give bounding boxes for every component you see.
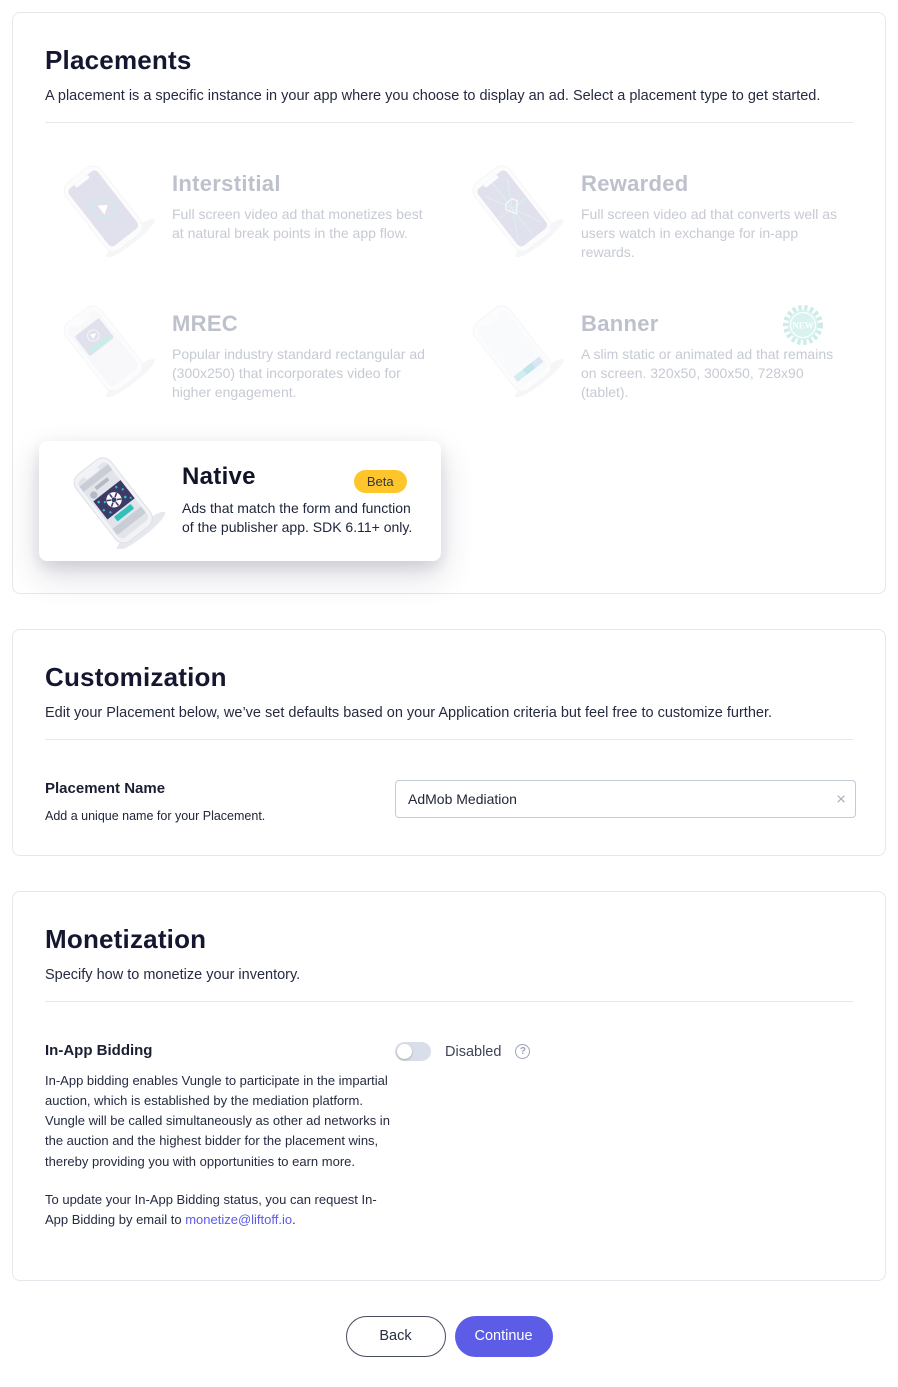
placements-card [12,12,886,594]
continue-button[interactable]: Continue [455,1316,553,1357]
placement-option-banner[interactable] [454,301,853,429]
placement-option-desc: Ads that match the form and function of the publisher app. SDK 6.11+ only. [182,500,413,535]
clear-icon[interactable]: × [836,789,846,809]
placement-option-native[interactable] [39,441,441,561]
placement-option-title: Rewarded [581,171,689,196]
interstitial-phone-icon [45,161,160,257]
placement-option-title: Banner [581,311,659,336]
customization-card [12,629,886,856]
mrec-phone-icon [45,301,160,397]
placement-name-input[interactable] [395,780,856,818]
placement-option-mrec[interactable] [45,301,444,429]
footer-actions [0,1316,898,1357]
placement-name-hint: Add a unique name for your Placement. [45,809,266,823]
placement-option-rewarded[interactable] [454,161,853,289]
customization-subtitle: Edit your Placement below, we’ve set defaults based on your Application criteria but feel free to customize further. [45,705,773,721]
beta-badge: Beta [354,470,407,493]
divider [45,1001,853,1002]
customization-title: Customization [45,662,227,692]
placement-option-title: Native [182,463,256,490]
banner-phone-icon [454,301,569,397]
placement-option-desc: A slim static or animated ad that remains on screen. 320x50, 300x50, 728x90 (tablet). [581,346,834,400]
placement-option-desc: Popular industry standard rectangular ad (300x250) that incorporates video for higher engagement. [172,346,425,400]
placement-name-row [45,780,853,823]
in-app-bidding-toggle[interactable] [395,1042,431,1061]
in-app-bidding-label: In-App Bidding [45,1042,153,1059]
placement-option-desc: Full screen video ad that monetizes best at natural break points in the app flow. [172,206,423,241]
placement-option-title: Interstitial [172,171,281,196]
new-badge-label: NEW [792,320,814,331]
in-app-bidding-row [45,1042,853,1248]
monetization-title: Monetization [45,924,207,954]
monetization-subtitle: Specify how to monetize your inventory. [45,967,301,983]
native-phone-icon [55,453,170,549]
toggle-knob [397,1044,412,1059]
placement-option-desc: Full screen video ad that converts well as users watch in exchange for in-app rewards. [581,206,838,260]
placements-title: Placements [45,45,192,75]
placement-option-interstitial[interactable] [45,161,444,289]
placement-type-grid [45,161,853,561]
help-icon[interactable]: ? [515,1044,530,1059]
in-app-bidding-description: In-App bidding enables Vungle to participate in the impartial auction, which is established by the mediation platform. Vungle will be called simultaneously as other ad networks in the auction and the highest bidder for the placement wins, thereby providing you with opportunities to earn more. [45,1073,390,1169]
placements-subtitle: A placement is a specific instance in your app where you choose to display an ad. Select a placement type to get started. [45,88,821,104]
monetize-email-link[interactable]: monetize@liftoff.io [185,1211,293,1227]
back-button[interactable]: Back [346,1316,446,1357]
divider [45,739,853,740]
in-app-bidding-state: Disabled [445,1043,502,1060]
in-app-bidding-note: To update your In-App Bidding status, you can request In-App Bidding by email to monetize@liftoff.io. [45,1191,377,1227]
monetization-card [12,891,886,1281]
new-badge-icon [781,303,825,347]
rewarded-phone-icon [454,161,569,257]
placement-name-label: Placement Name [45,780,166,797]
divider [45,122,853,123]
placement-option-title: MREC [172,311,238,336]
